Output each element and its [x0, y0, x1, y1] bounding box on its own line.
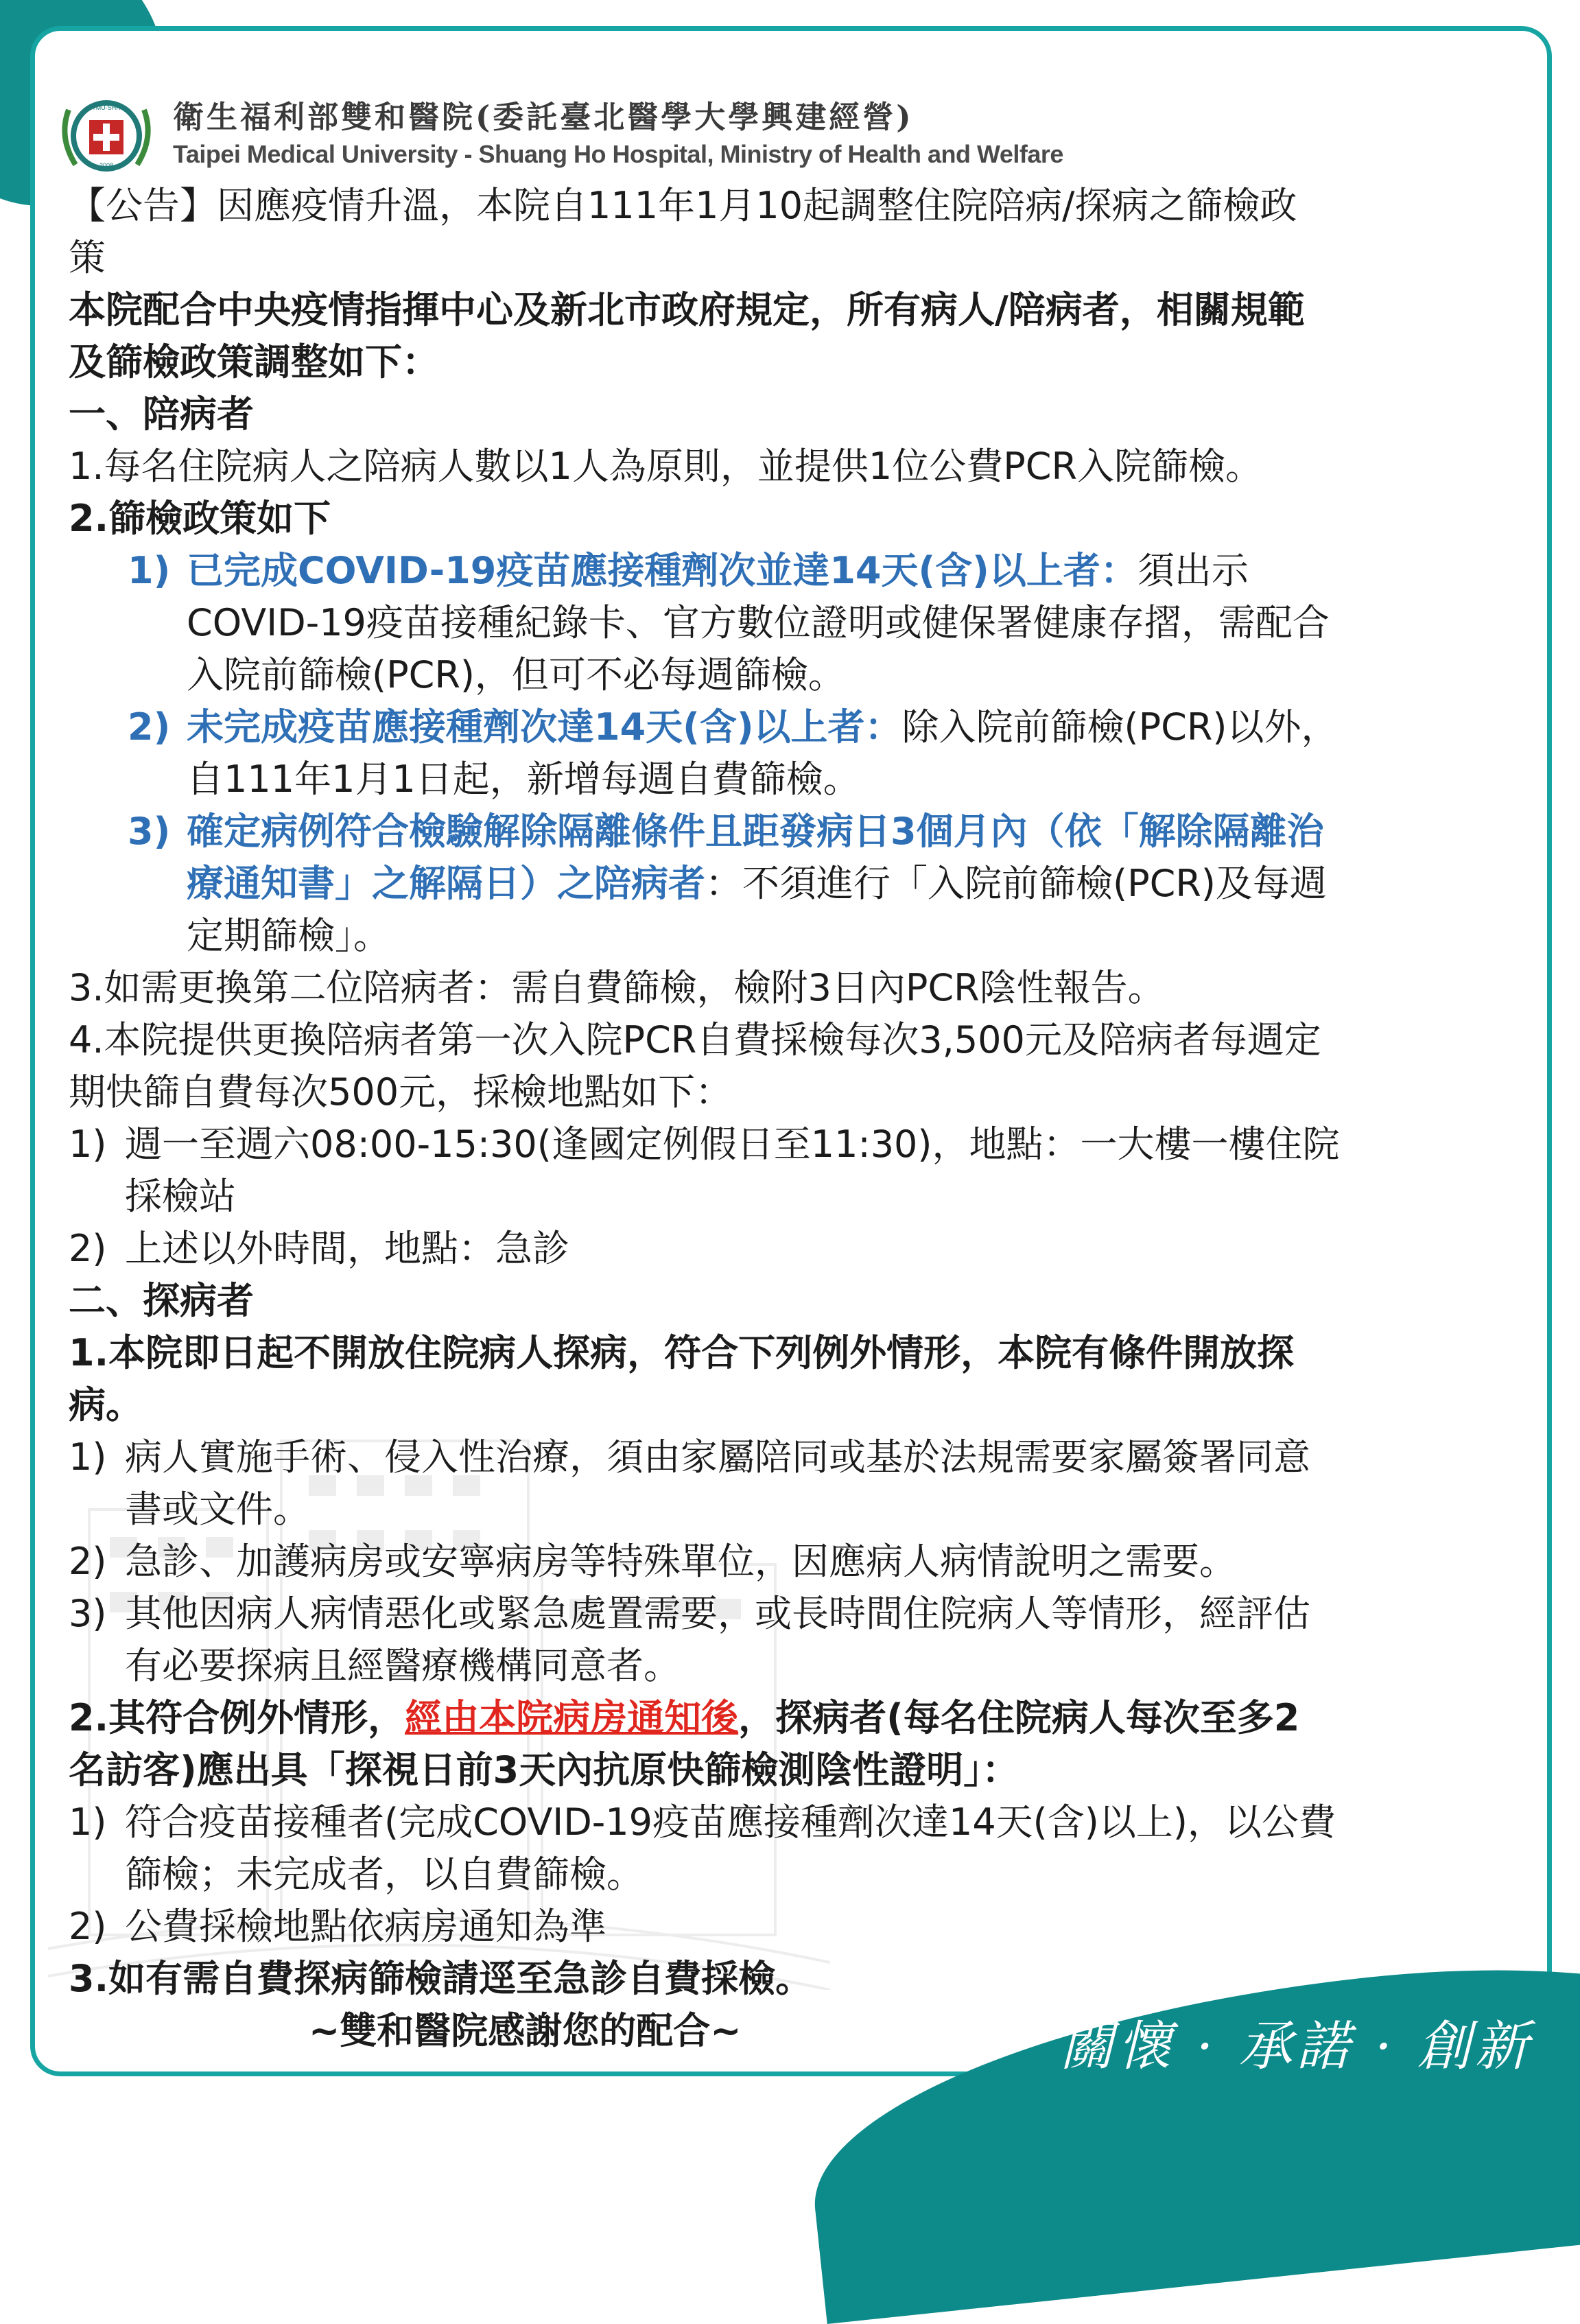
- policy-text: ：不須進行「入院前篩檢(PCR)及每週: [705, 862, 1327, 905]
- visitor-item-3: 3.如有需自費探病篩檢請逕至急診自費採檢。: [69, 1957, 813, 2000]
- location-item-1: [69, 1118, 1523, 1223]
- visitor-item-1: 1.本院即日起不開放住院病人探病，符合下列例外情形，本院有條件開放探: [69, 1331, 1295, 1374]
- list-number: 2): [69, 1905, 107, 1948]
- policy-highlight: 療通知書」之解隔日）之陪病者: [187, 862, 705, 905]
- companion-item-1: 1.每名住院病人之陪病人數以1人為原則，並提供1位公費PCR入院篩檢。: [69, 445, 1263, 488]
- vaccine-item-1: [69, 1796, 1523, 1901]
- logo-top-text: TMU-SHH: [92, 104, 121, 111]
- location-item-2: [69, 1223, 1523, 1275]
- exception-text: 急診、加護病房或安寧病房等特殊單位，因應病人病情說明之需要。: [125, 1540, 1236, 1583]
- list-number: 1): [69, 1435, 107, 1479]
- companion-item-3: 3.如需更換第二位陪病者：需自費篩檢，檢附3日內PCR陰性報告。: [69, 966, 1165, 1009]
- list-number: 3): [128, 810, 171, 853]
- ward-notice-highlight: 經由本院病房通知後: [405, 1696, 739, 1739]
- intro-line: 及篩檢政策調整如下：: [69, 340, 439, 384]
- exception-text: 病人實施手術、侵入性治療，須由家屬陪同或基於法規需要家屬簽署同意: [125, 1435, 1310, 1479]
- policy-text: 須出示: [1137, 549, 1249, 592]
- policy-text: 除入院前篩檢(PCR)以外，: [901, 705, 1339, 749]
- hospital-slogan: 關懷 · 承諾 · 創新: [1060, 2016, 1533, 2078]
- companion-item-4: 4.本院提供更換陪病者第一次入院PCR自費採檢每次3,500元及陪病者每週定: [69, 1018, 1321, 1061]
- location-text: 採檢站: [125, 1175, 236, 1218]
- list-number: 2): [128, 705, 171, 749]
- visitor-item-2-pre: 2.其符合例外情形，: [69, 1696, 405, 1739]
- vaccine-text: 符合疫苗接種者(完成COVID-19疫苗應接種劑次達14天(含)以上)，以公費: [125, 1800, 1336, 1844]
- screening-policy-heading: 2.篩檢政策如下: [69, 497, 331, 540]
- policy-text: 定期篩檢」。: [187, 914, 390, 957]
- list-number: 2): [69, 1227, 107, 1270]
- title-line: 【公告】因應疫情升溫，本院自111年1月10起調整住院陪病/探病之篩檢政: [69, 184, 1297, 227]
- title-line: 策: [69, 236, 106, 279]
- policy-text: 自111年1月1日起，新增每週自費篩檢。: [187, 758, 860, 801]
- exception-item-2: [69, 1536, 1523, 1588]
- policy-text: 入院前篩檢(PCR)，但可不必每週篩檢。: [187, 653, 845, 696]
- section-heading-companions: 一、陪病者: [69, 392, 254, 436]
- location-text: 週一至週六08:00-15:30(逢國定例假日至11:30)，地點：一大樓一樓住院: [125, 1123, 1340, 1166]
- logo-year: 2008: [99, 162, 114, 169]
- closing-line: ~雙和醫院感謝您的配合~: [309, 2009, 742, 2052]
- exception-text: 其他因病人病情惡化或緊急處置需要，或長時間住院病人等情形，經評估: [125, 1592, 1310, 1635]
- list-number: 1): [69, 1123, 107, 1166]
- exception-item-1: [69, 1431, 1523, 1536]
- companion-item-4: 期快篩自費每次500元，採檢地點如下：: [69, 1070, 733, 1114]
- announcement-body: [69, 180, 1523, 2057]
- policy-sub-1: [69, 545, 1523, 701]
- vaccine-text: 公費採檢地點依病房通知為準: [125, 1905, 606, 1948]
- section-heading-visitors: 二、探病者: [69, 1279, 254, 1322]
- list-number: 1): [69, 1800, 107, 1844]
- policy-text: COVID-19疫苗接種紀錄卡、官方數位證明或健保署健康存摺，需配合: [187, 601, 1330, 644]
- policy-highlight: 確定病例符合檢驗解除隔離條件且距發病日3個月內（依「解除隔離治: [187, 810, 1324, 853]
- exception-item-3: [69, 1588, 1523, 1692]
- policy-sub-3: [69, 806, 1523, 962]
- list-number: 1): [128, 549, 171, 592]
- exception-text: 書或文件。: [125, 1488, 310, 1531]
- visitor-item-2-post: ，探病者(每名住院病人每次至多2: [738, 1696, 1300, 1739]
- vaccine-text: 篩檢；未完成者，以自費篩檢。: [125, 1853, 644, 1896]
- visitor-item-2: 名訪客)應出具「探視日前3天內抗原快篩檢測陰性證明」：: [69, 1748, 1019, 1792]
- hospital-logo: [55, 82, 158, 185]
- exception-text: 有必要探病且經醫療機構同意者。: [125, 1644, 681, 1687]
- hospital-name-en: Taipei Medical University - Shuang Ho Hospital, Ministry of Health and Welfare: [173, 140, 1063, 168]
- policy-highlight: 已完成COVID-19疫苗應接種劑次並達14天(含)以上者：: [187, 549, 1137, 592]
- policy-sub-2: [69, 701, 1523, 806]
- visitor-item-1: 病。: [69, 1383, 143, 1427]
- vaccine-item-2: [69, 1901, 1523, 1953]
- location-text: 上述以外時間，地點：急診: [125, 1227, 569, 1270]
- list-number: 3): [69, 1592, 107, 1635]
- intro-line: 本院配合中央疫情指揮中心及新北市政府規定，所有病人/陪病者，相關規範: [69, 288, 1305, 331]
- hospital-name-zh: 衛生福利部雙和醫院(委託臺北醫學大學興建經營): [173, 99, 914, 135]
- hospital-header: [55, 82, 1063, 185]
- list-number: 2): [69, 1540, 107, 1583]
- policy-highlight: 未完成疫苗應接種劑次達14天(含)以上者：: [187, 705, 902, 749]
- visitor-item-2: [69, 1692, 1523, 1744]
